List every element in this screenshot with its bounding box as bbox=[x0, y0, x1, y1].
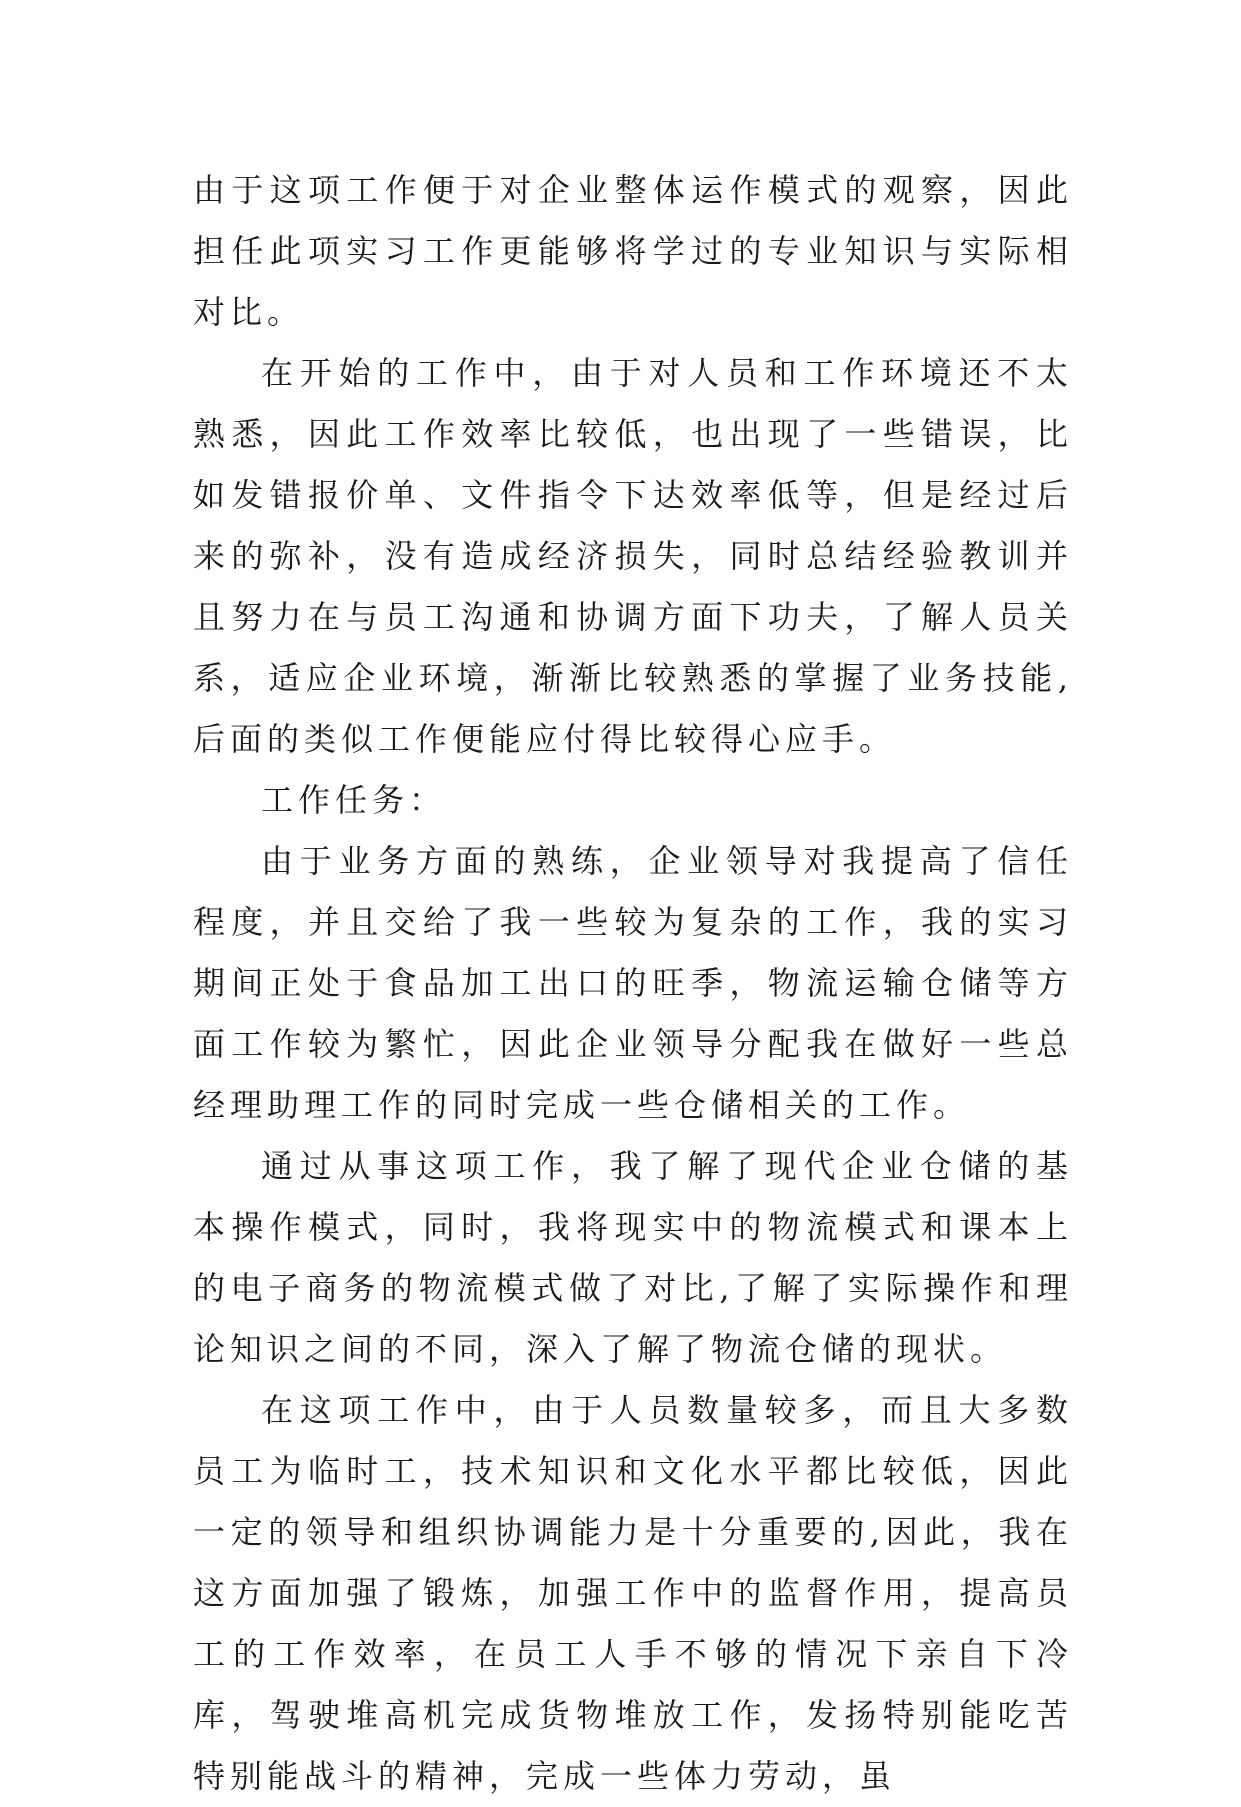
document-body bbox=[193, 160, 1073, 1807]
paragraph-3-heading: 工作任务： bbox=[261, 781, 447, 819]
paragraph-6: 在这项工作中，由于人员数量较多，而且大多数员工为临时工，技术知识和文化水平都比较低，因此一定的领导和组织协调能力是十分重要的,因此，我在这方面加强了锻炼，加强工作中的监督作用，提高员工的工作效率，在员工人手不够的情况下亲自下冷库，驾驶堆高机完成货物堆放工作，发扬特别能吃苦特别能战斗的精神，完成一些体力劳动，虽 bbox=[193, 1391, 1073, 1795]
paragraph-2: 在开始的工作中，由于对人员和工作环境还不太熟悉，因此工作效率比较低，也出现了一些错误，比如发错报价单、文件指令下达效率低等，但是经过后来的弥补，没有造成经济损失，同时总结经验教训并且努力在与员工沟通和协调方面下功夫，了解人员关系，适应企业环境，渐渐比较熟悉的掌握了业务技能,后面的类似工作便能应付得比较得心应手。 bbox=[193, 354, 1073, 758]
paragraph-1: 由于这项工作便于对企业整体运作模式的观察，因此担任此项实习工作更能够将学过的专业知识与实际相对比。 bbox=[193, 171, 1073, 331]
paragraph-4: 由于业务方面的熟练，企业领导对我提高了信任程度，并且交给了我一些较为复杂的工作，我的实习期间正处于食品加工出口的旺季，物流运输仓储等方面工作较为繁忙，因此企业领导分配我在做好一些总经理助理工作的同时完成一些仓储相关的工作。 bbox=[193, 842, 1073, 1124]
paragraph-5: 通过从事这项工作，我了解了现代企业仓储的基本操作模式，同时，我将现实中的物流模式和课本上的电子商务的物流模式做了对比,了解了实际操作和理论知识之间的不同，深入了解了物流仓储的现状。 bbox=[193, 1147, 1073, 1368]
